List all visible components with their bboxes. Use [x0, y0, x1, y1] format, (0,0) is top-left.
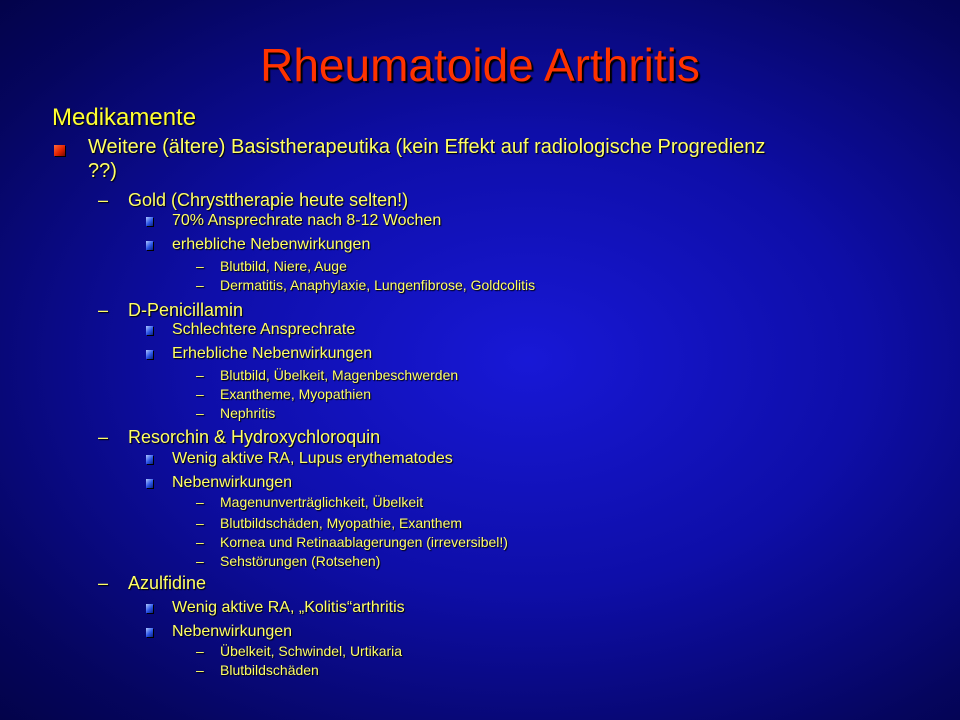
resorchin-sub-4: Sehstörungen (Rotsehen) — [220, 553, 381, 569]
azulfidine-sub-2: Blutbildschäden — [220, 662, 319, 678]
resorchin-sub-2: Blutbildschäden, Myopathie, Exanthem — [220, 515, 463, 531]
section-azulfidine-label: Azulfidine — [128, 573, 207, 593]
main-bullet-line-2: ??) — [88, 160, 117, 182]
section-resorchin-label: Resorchin & Hydroxychloroquin — [128, 427, 381, 447]
penicillamin-sub-3: Nephritis — [220, 405, 276, 421]
resorchin-item-2: Nebenwirkungen — [172, 474, 293, 491]
dash-bullet-icon: – — [98, 190, 109, 210]
blue-square-bullet-icon — [146, 455, 153, 464]
dash-bullet-icon: – — [98, 427, 109, 447]
dash-bullet-icon: – — [196, 534, 204, 550]
azulfidine-item-2: Nebenwirkungen — [172, 623, 293, 640]
azulfidine-item-1: Wenig aktive RA, „Kolitis“arthritis — [172, 599, 405, 616]
dash-bullet-icon: – — [196, 277, 204, 293]
penicillamin-sub-2: Exantheme, Myopathien — [220, 386, 371, 402]
blue-square-bullet-icon — [146, 326, 153, 335]
penicillamin-item-1: Schlechtere Ansprechrate — [172, 321, 356, 338]
dash-bullet-icon: – — [98, 573, 109, 593]
resorchin-sub-3: Kornea und Retinaablagerungen (irreversibel!) — [220, 534, 508, 550]
blue-square-bullet-icon — [146, 241, 153, 250]
gold-sub-1: Blutbild, Niere, Auge — [220, 258, 347, 274]
gold-item-1: 70% Ansprechrate nach 8-12 Wochen — [172, 212, 442, 229]
dash-bullet-icon: – — [196, 367, 204, 383]
penicillamin-sub-1: Blutbild, Übelkeit, Magenbeschwerden — [220, 367, 459, 383]
dash-bullet-icon: – — [196, 553, 204, 569]
dash-bullet-icon: – — [98, 300, 109, 320]
dash-bullet-icon: – — [196, 386, 204, 402]
dash-bullet-icon: – — [196, 258, 204, 274]
gold-item-2: erhebliche Nebenwirkungen — [172, 236, 371, 253]
main-bullet-line-1: Weitere (ältere) Basistherapeutika (kein Effekt auf radiologische Progredienz — [88, 136, 766, 158]
penicillamin-item-2: Erhebliche Nebenwirkungen — [172, 345, 373, 362]
red-square-bullet-icon — [54, 145, 65, 156]
azulfidine-sub-1: Übelkeit, Schwindel, Urtikaria — [220, 643, 403, 659]
slide-subtitle: Medikamente — [52, 104, 197, 131]
blue-square-bullet-icon — [146, 217, 153, 226]
blue-square-bullet-icon — [146, 628, 153, 637]
dash-bullet-icon: – — [196, 662, 204, 678]
resorchin-sub-1: Magenunverträglichkeit, Übelkeit — [220, 494, 424, 510]
section-gold-label: Gold (Chrysttherapie heute selten!) — [128, 190, 409, 210]
gold-sub-2: Dermatitis, Anaphylaxie, Lungenfibrose, Goldcolitis — [220, 277, 536, 293]
dash-bullet-icon: – — [196, 515, 204, 531]
blue-square-bullet-icon — [146, 350, 153, 359]
dash-bullet-icon: – — [196, 494, 204, 510]
resorchin-item-1: Wenig aktive RA, Lupus erythematodes — [172, 450, 453, 467]
section-penicillamin-label: D-Penicillamin — [128, 300, 244, 320]
dash-bullet-icon: – — [196, 643, 204, 659]
blue-square-bullet-icon — [146, 479, 153, 488]
blue-square-bullet-icon — [146, 604, 153, 613]
dash-bullet-icon: – — [196, 405, 204, 421]
slide-title: Rheumatoide Arthritis — [260, 39, 700, 91]
